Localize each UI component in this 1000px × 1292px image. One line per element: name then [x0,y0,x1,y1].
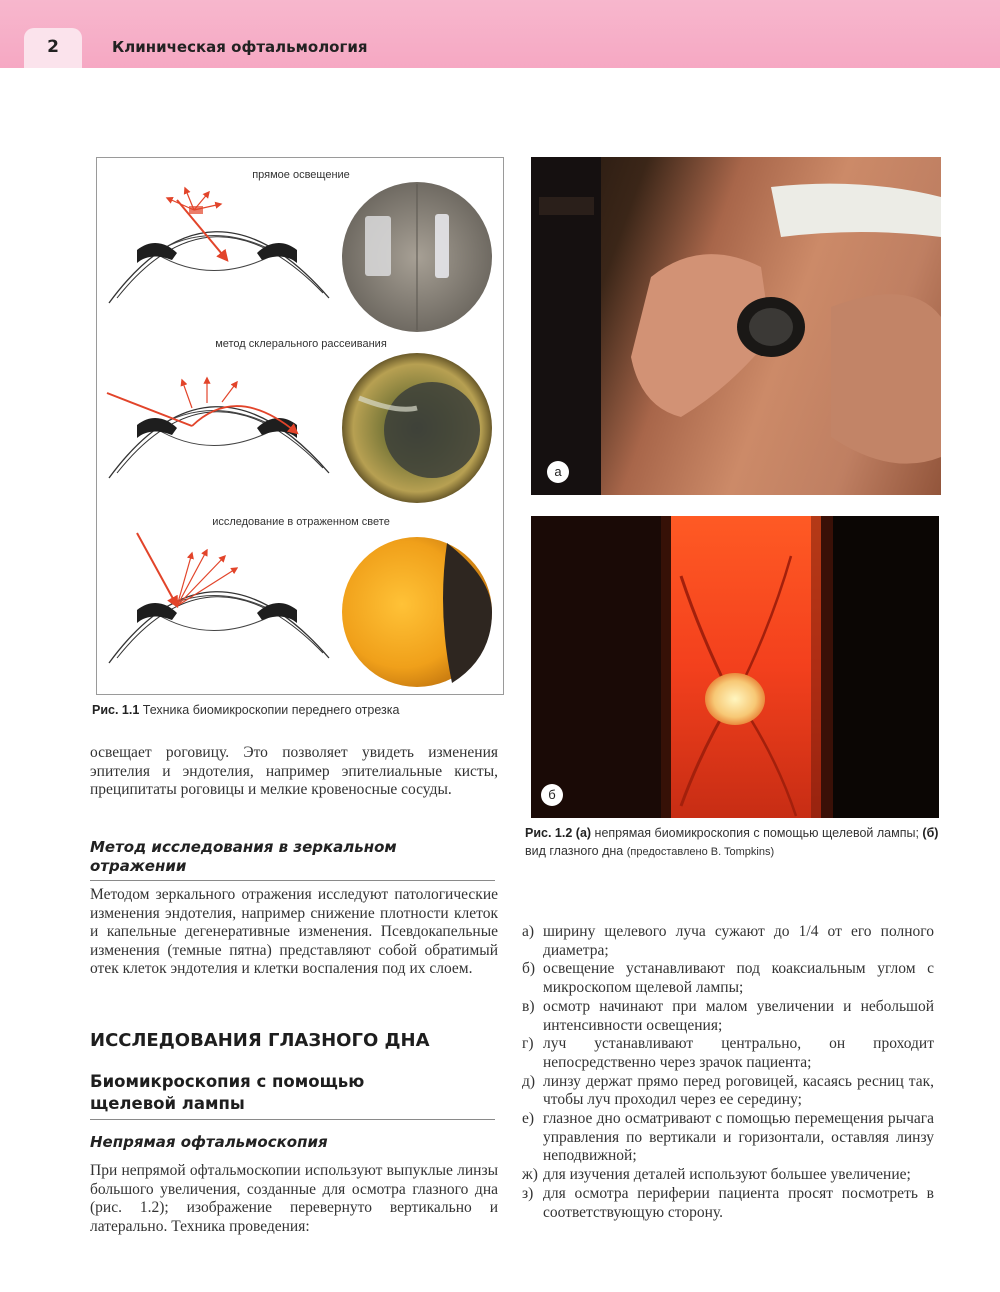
panel-scleral-scatter-photo [342,353,492,503]
list-item-marker: з) [522,1184,534,1202]
mirror-method-heading-line-1: Метод исследования в зеркальном [90,838,397,856]
list-item-text: для осмотра периферии пациента просят посмотреть в соответствующую сторону. [543,1184,934,1221]
heading-rule [90,880,495,881]
list-item-marker: а) [522,923,535,940]
list-item-marker: б) [522,960,536,978]
list-item-marker: е) [522,1110,535,1128]
list-item-marker: в) [522,997,535,1015]
subsection-rule [90,1119,495,1120]
panel-label-direct-illumination: прямое освещение [252,169,350,181]
mirror-method-heading-line-2: отражении [90,857,187,875]
photo-slit-lamp-examination-art [531,157,941,495]
list-item [522,923,934,960]
figure-1-1-caption-number: Рис. 1.1 [92,703,140,717]
list-item [522,1185,934,1222]
panel-direct-illumination-diagram [109,188,329,303]
panel-direct-illumination-photo [342,182,492,332]
list-item [522,1166,934,1185]
figure-1-1-illustration [97,158,505,696]
figure-1-2-caption-text-b: вид глазного дна [525,844,624,858]
figure-1-2-caption [525,824,940,861]
page-number-tab [24,28,82,68]
indirect-ophthalmoscopy-heading: Непрямая офтальмоскопия [90,1133,328,1151]
panel-label-retroillumination: исследование в отраженном свете [212,516,390,528]
list-item-text: осмотр начинают при малом увеличении и небольшой интенсивности освещения; [543,997,934,1034]
list-item-text: луч устанавливают центрально, он проходит непосредственно через зрачок пациента; [543,1035,934,1071]
figure-1-2-caption-marker-b: (б) [922,826,939,840]
list-item [522,998,934,1035]
panel-scleral-scatter-diagram [107,378,329,478]
figure-1-2-caption-number: Рис. 1.2 [525,826,573,840]
panel-retroillumination-diagram [109,533,329,663]
figure-1-1-caption [92,703,512,717]
list-item [522,960,934,997]
list-item-marker: ж) [522,1166,538,1184]
indirect-ophthalmoscopy-paragraph: При непрямой офтальмоскопии используют выпуклые линзы большого увеличения, созданные для осмотра глазного дна (рис. 1.2); изображение перевернуто вертикально и латерально. Техника проведения: [90,1162,498,1235]
running-title: Клиническая офтальмология [112,38,368,56]
page-header [0,0,1000,68]
photo-fundus-view [531,516,939,818]
figure-1-2-badge-b: б [541,784,563,806]
list-item [522,1035,934,1072]
list-item-text: глазное дно осматривают с помощью перемещения рычага управления по вертикали и горизонтали, оставляя линзу неподвижной; [543,1110,934,1165]
list-item-text: ширину щелевого луча сужают до 1/4 от его полного диаметра; [543,923,934,959]
figure-1-2-badge-a: а [547,461,569,483]
subsection-heading-slit-lamp [90,1071,490,1115]
section-heading-fundus: ИССЛЕДОВАНИЯ ГЛАЗНОГО ДНА [90,1030,430,1051]
list-item [522,1073,934,1110]
panel-label-scleral-scatter: метод склерального рассеивания [215,338,387,350]
subsection-heading-line-2: щелевой лампы [90,1094,245,1113]
list-item-text: освещение устанавливают под коаксиальным углом с микроскопом щелевой лампы; [543,960,934,997]
figure-1-1 [96,157,504,695]
list-item [522,1110,934,1166]
figure-1-2-caption-text-a: непрямая биомикроскопия с помощью щелевой лампы; [594,826,919,840]
figure-1-2-caption-marker-a: (а) [575,826,592,840]
technique-steps-list [522,923,934,1222]
intro-paragraph: освещает роговицу. Это позволяет увидеть изменения эпителия и эндотелия, например эпителиальные кисты, преципитаты роговицы и мелкие кровеносные сосуды. [90,744,498,799]
list-item-text: линзу держат прямо перед роговицей, касаясь ресниц так, чтобы луч проходил через ее середину; [543,1072,934,1109]
page-number: 2 [47,37,59,57]
list-item-marker: г) [522,1035,534,1053]
list-item-marker: д) [522,1072,536,1090]
photo-fundus-view-art [531,516,939,818]
subsection-heading-line-1: Биомикроскопия с помощью [90,1072,365,1091]
list-item-text: для изучения деталей используют большее увеличение; [543,1166,911,1184]
photo-slit-lamp-examination [531,157,941,495]
mirror-method-paragraph: Методом зеркального отражения исследуют патологические изменения эндотелия, например снижение плотности клеток и капельные дегенеративные изменения. Псевдокапельные изменения (темные пятна) представляют собой обратимый отек клеток эндотелия и клетки воспаления под их слоем. [90,886,498,978]
mirror-method-heading [90,838,500,876]
panel-retroillumination-photo [342,537,492,687]
figure-1-2-caption-credit: (предоставлено B. Tompkins) [626,846,775,858]
figure-1-1-caption-text: Техника биомикроскопии переднего отрезка [142,703,400,717]
